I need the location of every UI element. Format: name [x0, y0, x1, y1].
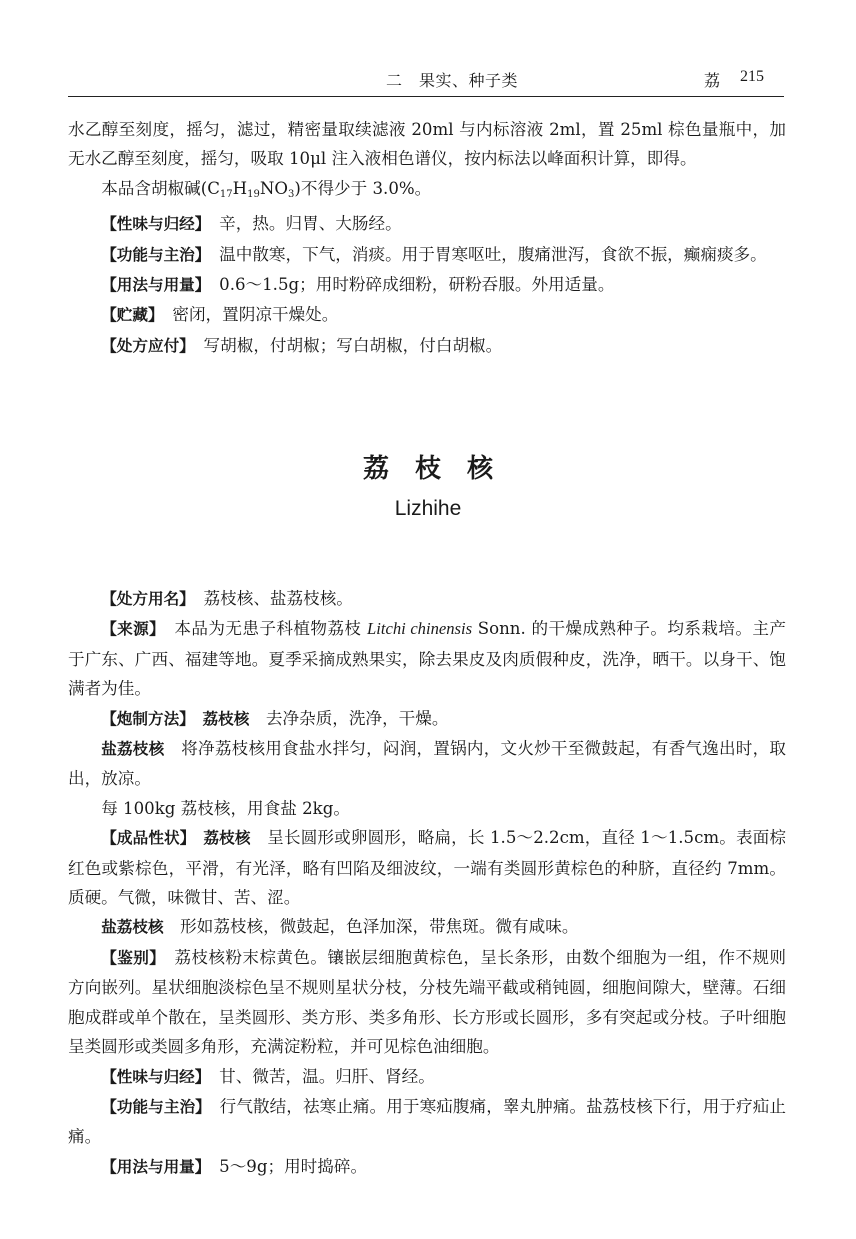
entry-function-text: 行气散结，祛寒止痛。用于寒疝腹痛，睾丸肿痛。盐荔枝核下行，用于疗疝止痛。: [68, 1096, 786, 1147]
entry-nature-label: 【性味与归经】: [101, 1067, 203, 1086]
storage-section: [68, 300, 786, 330]
continued-line-1: 水乙醇至刻度，摇匀，滤过，精密量取续滤液 20ml 与内标溶液 2ml，置 25ml 棕色量瓶中，加: [68, 120, 786, 139]
function-label: 【功能与主治】: [101, 245, 203, 264]
previous-entry-continuation: [68, 115, 786, 361]
salted-processing-label: 盐荔枝核: [101, 740, 165, 759]
processing-label: 【炮制方法】: [101, 709, 187, 728]
entry-function-section: [68, 1092, 786, 1152]
header-herb-char: 荔: [704, 71, 721, 90]
source-text-a: 本品为无患子科植物荔枝: [157, 619, 368, 639]
prescription-names-text: 荔枝核、盐荔枝核。: [186, 589, 353, 608]
function-text: 温中散寒，下气，消痰。用于胃寒呕吐，腹痛泄泻，食欲不振，癫痫痰多。: [202, 244, 767, 264]
header-section-title: 二 果实、种子类: [386, 71, 519, 90]
entry-dosage-label: 【用法与用量】: [101, 1157, 203, 1176]
entry-dosage-section: [68, 1152, 786, 1182]
nature-label: 【性味与归经】: [101, 215, 203, 234]
source-section: [68, 614, 786, 703]
entry-body: [68, 584, 786, 1182]
prescription-section: [68, 331, 786, 361]
entry-title-chinese: 荔枝核: [362, 454, 519, 484]
content-text-pre: 本品含胡椒碱(C: [101, 178, 220, 198]
product-traits-sub-label: 荔枝核: [187, 829, 251, 848]
source-label: 【来源】: [101, 620, 158, 639]
entry-dosage-text: 5～9g；用时捣碎。: [202, 1156, 368, 1176]
entry-title-block: [0, 452, 856, 524]
formula-sub-o: 3: [288, 188, 295, 200]
processing-text: 去净杂质，洗净，干燥。: [249, 708, 449, 728]
product-traits-section: [68, 823, 786, 912]
entry-function-label: 【功能与主治】: [101, 1097, 203, 1116]
prescription-names-section: [68, 584, 786, 614]
salted-processing-section: [68, 734, 786, 794]
prescription-text: 写胡椒，付胡椒；写白胡椒，付白胡椒。: [186, 335, 503, 355]
dosage-section: [68, 270, 786, 300]
storage-text: 密闭，置阴凉干燥处。: [155, 305, 339, 325]
identification-label: 【鉴别】: [101, 948, 158, 967]
nature-section: [68, 209, 786, 239]
processing-section: [68, 704, 786, 734]
prescription-names-label: 【处方用名】: [101, 590, 187, 608]
content-requirement: [68, 174, 786, 209]
running-header: [68, 68, 788, 92]
storage-label: 【贮藏】: [101, 306, 156, 325]
dosage-text: 0.6～1.5g；用时粉碎成细粉，研粉吞服。外用适量。: [202, 275, 615, 295]
formula-h: H: [232, 178, 248, 198]
formula-sub-c: 17: [219, 188, 233, 200]
salt-amount: 每 100kg 荔枝核，用食盐 2kg。: [101, 798, 350, 818]
source-text-b: Sonn. 的干燥成熟种子。均系栽培。主产于广东、广西、福建等地。夏季采摘成熟果实，除去果皮及肉质假种皮，洗净，晒干。以身干、饱满者为佳。: [68, 619, 786, 699]
product-traits-text: 呈长圆形或卵圆形，略扁，长 1.5～2.2cm，直径 1～1.5cm。表面棕红色或紫棕色，平滑，有光泽，略有凹陷及细波纹，一端有类圆形黄棕色的种脐，直径约 7mm。质硬。气微，味微甘、苦、涩。: [68, 828, 786, 908]
formula-no: NO: [259, 178, 288, 198]
salted-traits-section: [68, 912, 786, 942]
function-section: [68, 240, 786, 270]
salted-processing-text: 将净荔枝核用食盐水拌匀，闷润，置锅内，文火炒干至微鼓起，有香气逸出时，取出，放凉。: [68, 739, 786, 789]
identification-section: [68, 943, 786, 1062]
source-latin-name: Litchi chinensis: [367, 619, 473, 639]
header-rule: [68, 96, 784, 97]
identification-text: 荔枝核粉末棕黄色。镶嵌层细胞黄棕色，呈长条形，由数个细胞为一组，作不规则方向嵌列。星状细胞淡棕色呈不规则星状分枝，分枝先端平截或稍钝圆，细胞间隙大，壁薄。石细胞成群或单个散在，呈类圆形、类方形、类多角形、长方形或长圆形，多有突起或分枝。子叶细胞呈类圆形或类圆多角形，充满淀粉粒，并可见棕色油细胞。: [68, 947, 786, 1057]
formula-sub-h: 19: [247, 188, 260, 200]
continued-line-2: 无水乙醇至刻度，摇匀，吸取 10μl 注入液相色谱仪，按内标法以峰面积计算，即得。: [68, 149, 697, 169]
salted-traits-text: 形如荔枝核，微鼓起，色泽加深，带焦斑。微有咸味。: [163, 917, 579, 937]
product-traits-label: 【成品性状】: [101, 829, 188, 848]
content-text-post: )不得少于 3.0%。: [294, 178, 432, 198]
salted-traits-label: 盐荔枝核: [101, 918, 164, 937]
entry-title-pinyin: Lizhihe: [394, 497, 462, 520]
nature-text: 辛，热。归胃、大肠经。: [202, 214, 402, 234]
processing-sub-label: 荔枝核: [186, 709, 250, 728]
page-number: 215: [740, 68, 764, 85]
entry-nature-text: 甘、微苦，温。归肝、肾经。: [202, 1066, 435, 1086]
continued-paragraph: [68, 115, 786, 174]
prescription-label: 【处方应付】: [101, 336, 187, 355]
dosage-label: 【用法与用量】: [101, 276, 203, 295]
entry-nature-section: [68, 1062, 786, 1092]
